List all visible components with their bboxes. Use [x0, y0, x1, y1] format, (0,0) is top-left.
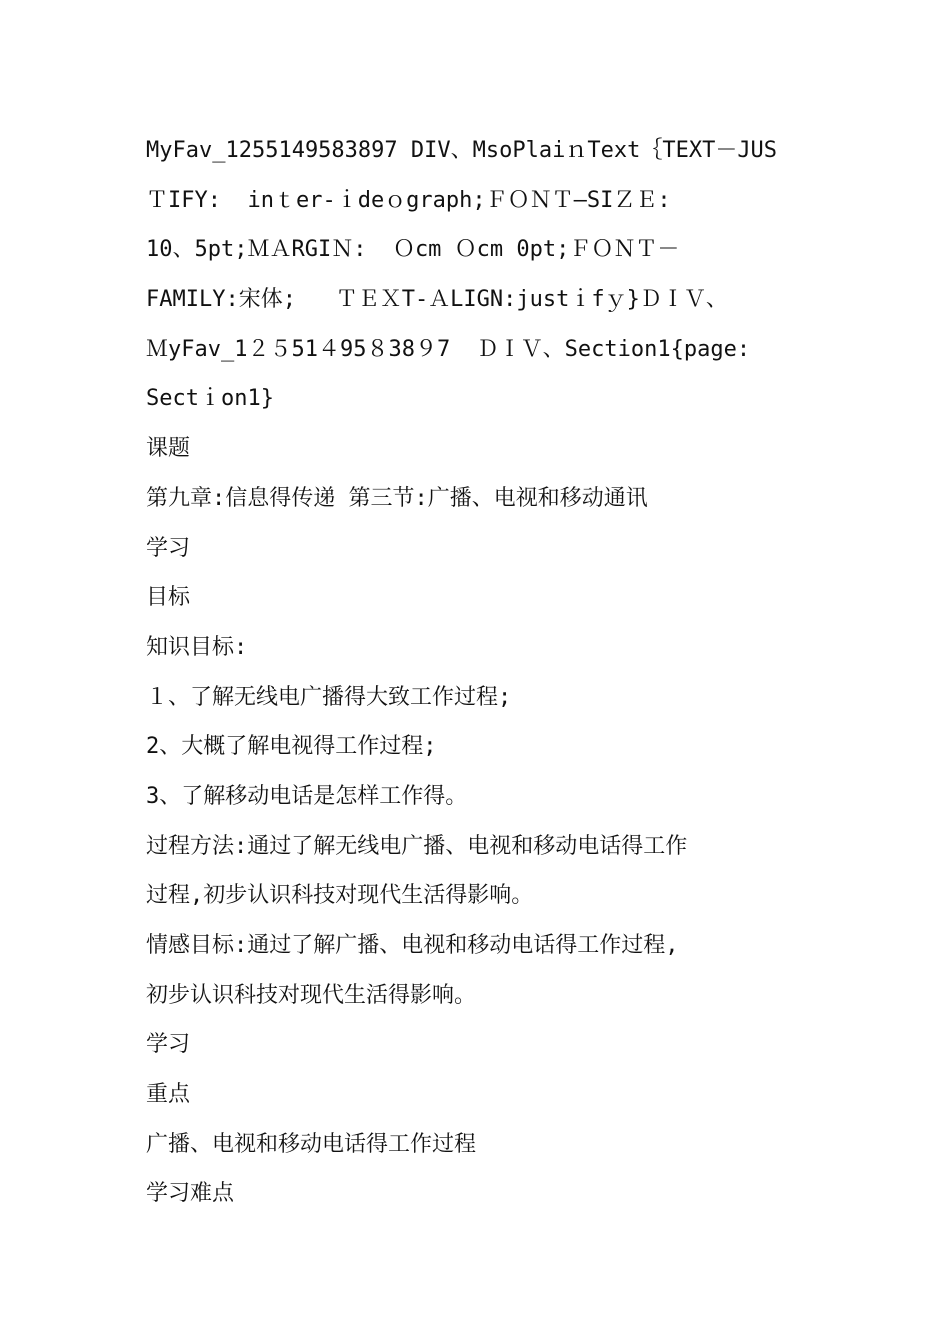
learning-label: 学习	[146, 535, 191, 561]
process-method-line-1: 过程方法:通过了解无线电广播、电视和移动电话得工作	[146, 833, 688, 859]
css-style-text-line-3: 10、5pt;ＭＡRGIＮ: Ｏcm Ｏcm 0pt;ＦＯＮＴ－	[146, 237, 680, 263]
css-style-text-line-5: ＭyFav_1２５51４95８38９7 ＤＩＶ、Section1{page:	[146, 336, 751, 362]
objective-item-3: 3、了解移动电话是怎样工作得。	[146, 783, 468, 809]
objectives-label: 目标	[146, 585, 191, 611]
chapter-title: 第九章:信息得传递 第三节:广播、电视和移动通讯	[146, 485, 648, 511]
css-style-text-line-2: ＴIFY: inｔer-ｉdeｏgraph;ＦＯＮＴ—SIＺＥ:	[146, 187, 671, 213]
key-points-text: 广播、电视和移动电话得工作过程	[146, 1131, 477, 1157]
emotional-objective-line-1: 情感目标:通过了解广播、电视和移动电话得工作过程,	[146, 933, 679, 958]
objective-item-1: １、了解无线电广播得大致工作过程;	[146, 684, 512, 710]
document-body	[146, 126, 826, 1219]
knowledge-objectives-heading: 知识目标:	[146, 634, 248, 660]
css-style-text-line-4: FAMILY:宋体; ＴＥＸT-ＡLIGN:justｉfｙ}ＤＩＶ、	[146, 287, 728, 313]
css-style-text-line-6: Sectｉon1}	[146, 386, 274, 412]
emotional-objective-line-2: 初步认识科技对现代生活得影响。	[146, 982, 477, 1008]
key-points-label: 重点	[146, 1082, 191, 1108]
objective-item-2: 2、大概了解电视得工作过程;	[146, 734, 437, 760]
topic-label: 课题	[146, 436, 191, 462]
process-method-line-2: 过程,初步认识科技对现代生活得影响。	[146, 883, 534, 909]
learning-label-2: 学习	[146, 1032, 191, 1058]
difficult-points-label: 学习难点	[146, 1181, 235, 1207]
css-style-text-line-1: MyFav_1255149583897 DIV、MsoPlaiｎText｛TEXT－JUS	[146, 138, 778, 163]
